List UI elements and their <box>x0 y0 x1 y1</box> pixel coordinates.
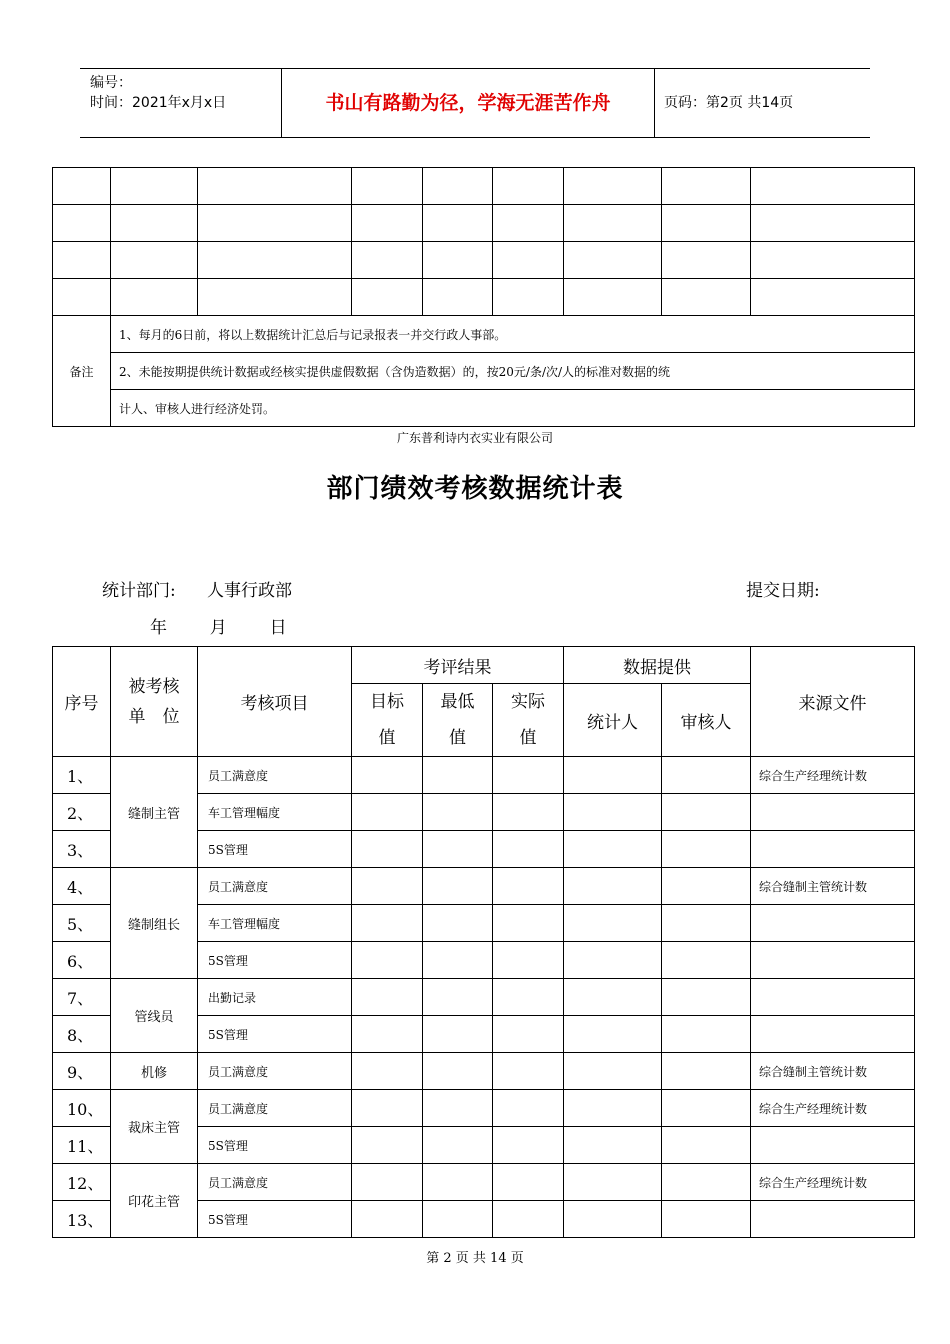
source-cell <box>751 831 915 868</box>
item-cell: 员工满意度 <box>198 1053 352 1090</box>
company-name: 广东普利诗内衣实业有限公司 <box>396 431 553 445</box>
unit-cell: 印花主管 <box>111 1164 198 1238</box>
note-line-2: 2、未能按期提供统计数据或经核实提供虚假数据（含伪造数据）的，按20元/条/次/人的标准对数据的统 <box>111 353 915 390</box>
header-meta <box>90 73 280 113</box>
value-cell <box>662 942 751 979</box>
seq-cell: 4、 <box>53 868 111 905</box>
value-cell <box>564 794 662 831</box>
value-cell <box>423 831 493 868</box>
value-cell <box>493 794 564 831</box>
value-cell <box>564 1201 662 1238</box>
value-cell <box>493 831 564 868</box>
table-row <box>53 979 915 1016</box>
dept-value: 人事行政部 <box>207 581 292 601</box>
value-cell <box>352 942 423 979</box>
unit-header <box>111 647 198 757</box>
source-cell <box>751 1016 915 1053</box>
item-cell: 5S管理 <box>198 942 352 979</box>
value-cell <box>423 868 493 905</box>
note-row <box>53 390 915 427</box>
header-divider <box>281 69 282 137</box>
value-cell <box>662 979 751 1016</box>
value-cell <box>662 757 751 794</box>
table-row <box>53 1090 915 1127</box>
page-title: 部门绩效考核数据统计表 <box>326 474 624 504</box>
value-cell <box>352 1164 423 1201</box>
value-cell <box>423 1164 493 1201</box>
value-cell <box>423 794 493 831</box>
item-cell: 车工管理幅度 <box>198 905 352 942</box>
table-row <box>53 242 915 279</box>
source-cell <box>751 1201 915 1238</box>
item-cell: 5S管理 <box>198 1127 352 1164</box>
source-cell <box>751 794 915 831</box>
value-cell <box>423 1090 493 1127</box>
value-cell <box>493 868 564 905</box>
item-cell: 出勤记录 <box>198 979 352 1016</box>
value-cell <box>423 979 493 1016</box>
source-cell <box>751 979 915 1016</box>
note-line-3: 计人、审核人进行经济处罚。 <box>111 390 915 427</box>
value-cell <box>352 1053 423 1090</box>
value-cell <box>662 1164 751 1201</box>
table-body <box>53 757 915 1238</box>
value-cell <box>423 942 493 979</box>
value-cell <box>564 1053 662 1090</box>
item-cell: 5S管理 <box>198 1016 352 1053</box>
value-cell <box>662 1127 751 1164</box>
item-header: 考核项目 <box>198 647 352 757</box>
value-cell <box>352 868 423 905</box>
min-header-line1: 最低 <box>440 692 475 712</box>
item-cell: 员工满意度 <box>198 757 352 794</box>
value-cell <box>493 1201 564 1238</box>
note-label: 备注 <box>53 316 111 427</box>
table-row <box>53 757 915 794</box>
item-cell: 员工满意度 <box>198 1090 352 1127</box>
stat-header: 统计人 <box>564 684 662 757</box>
note-row <box>53 353 915 390</box>
actual-header-line1: 实际 <box>511 692 545 712</box>
item-cell: 员工满意度 <box>198 1164 352 1201</box>
seq-cell: 8、 <box>53 1016 111 1053</box>
note-line-1: 1、每月的6日前，将以上数据统计汇总后与记录报表一并交行政人事部。 <box>111 316 915 353</box>
value-cell <box>493 905 564 942</box>
value-cell <box>352 1016 423 1053</box>
unit-cell: 缝制主管 <box>111 757 198 868</box>
item-cell: 员工满意度 <box>198 868 352 905</box>
min-header <box>423 684 493 757</box>
value-cell <box>564 1016 662 1053</box>
value-cell <box>564 1090 662 1127</box>
value-cell <box>564 1164 662 1201</box>
table-row <box>53 168 915 205</box>
value-cell <box>564 979 662 1016</box>
note-row <box>53 316 915 353</box>
item-cell: 5S管理 <box>198 831 352 868</box>
value-cell <box>662 794 751 831</box>
submit-date-label: 提交日期: <box>746 581 820 601</box>
seq-header: 序号 <box>53 647 111 757</box>
seq-cell: 11、 <box>53 1127 111 1164</box>
continued-table <box>52 167 915 427</box>
value-cell <box>662 831 751 868</box>
value-cell <box>352 1201 423 1238</box>
source-cell: 综合生产经理统计数 <box>751 1090 915 1127</box>
value-cell <box>662 1201 751 1238</box>
target-header <box>352 684 423 757</box>
value-cell <box>493 1016 564 1053</box>
header-divider <box>654 69 655 137</box>
seq-cell: 5、 <box>53 905 111 942</box>
header-row <box>53 647 915 684</box>
date-line: 年 月 日 <box>150 618 287 638</box>
seq-cell: 12、 <box>53 1164 111 1201</box>
page-footer: 第 2 页 共 14 页 <box>426 1251 524 1266</box>
source-cell <box>751 942 915 979</box>
seq-cell: 9、 <box>53 1053 111 1090</box>
min-header-line2: 值 <box>449 728 466 748</box>
value-cell <box>662 905 751 942</box>
number-label: 编号： <box>90 75 132 91</box>
seq-cell: 1、 <box>53 757 111 794</box>
seq-cell: 13、 <box>53 1201 111 1238</box>
value-cell <box>564 868 662 905</box>
value-cell <box>493 942 564 979</box>
value-cell <box>662 1016 751 1053</box>
value-cell <box>423 1127 493 1164</box>
value-cell <box>352 1090 423 1127</box>
header-motto: 书山有路勤为径，学海无涯苦作舟 <box>325 92 611 114</box>
table-row <box>53 279 915 316</box>
page-header <box>80 68 870 138</box>
seq-cell: 7、 <box>53 979 111 1016</box>
value-cell <box>423 1053 493 1090</box>
value-cell <box>423 757 493 794</box>
value-cell <box>564 1127 662 1164</box>
dept-label: 统计部门: <box>102 581 176 601</box>
review-header: 审核人 <box>662 684 751 757</box>
source-cell: 综合生产经理统计数 <box>751 757 915 794</box>
value-cell <box>423 1016 493 1053</box>
value-cell <box>423 1201 493 1238</box>
source-cell <box>751 1127 915 1164</box>
value-cell <box>662 1090 751 1127</box>
source-cell: 综合缝制主管统计数 <box>751 868 915 905</box>
data-header: 数据提供 <box>564 647 751 684</box>
unit-header-line2: 单 位 <box>128 706 180 727</box>
source-cell: 综合缝制主管统计数 <box>751 1053 915 1090</box>
seq-cell: 10、 <box>53 1090 111 1127</box>
target-header-line1: 目标 <box>370 692 404 712</box>
seq-cell: 3、 <box>53 831 111 868</box>
unit-cell: 管线员 <box>111 979 198 1053</box>
source-cell <box>751 905 915 942</box>
value-cell <box>564 905 662 942</box>
item-cell: 5S管理 <box>198 1201 352 1238</box>
target-header-line2: 值 <box>378 728 396 748</box>
table-row <box>53 1164 915 1201</box>
value-cell <box>662 1053 751 1090</box>
value-cell <box>564 757 662 794</box>
value-cell <box>493 1053 564 1090</box>
seq-cell: 6、 <box>53 942 111 979</box>
value-cell <box>352 979 423 1016</box>
table-row <box>53 205 915 242</box>
unit-cell: 裁床主管 <box>111 1090 198 1164</box>
value-cell <box>352 905 423 942</box>
item-cell: 车工管理幅度 <box>198 794 352 831</box>
value-cell <box>662 868 751 905</box>
value-cell <box>564 942 662 979</box>
header-page-info: 页码：第2页 共14页 <box>664 95 794 111</box>
eval-header: 考评结果 <box>352 647 564 684</box>
value-cell <box>352 1127 423 1164</box>
table-row <box>53 1053 915 1090</box>
value-cell <box>493 1090 564 1127</box>
value-cell <box>493 979 564 1016</box>
unit-cell: 机修 <box>111 1053 198 1090</box>
value-cell <box>352 757 423 794</box>
seq-cell: 2、 <box>53 794 111 831</box>
date-label: 时间：2021年x月x日 <box>90 95 227 111</box>
value-cell <box>352 831 423 868</box>
table-row <box>53 868 915 905</box>
unit-header-line1: 被考核 <box>128 676 180 697</box>
actual-header-line2: 值 <box>519 728 537 748</box>
performance-table <box>52 646 915 1238</box>
source-header: 来源文件 <box>751 647 915 757</box>
actual-header <box>493 684 564 757</box>
value-cell <box>352 794 423 831</box>
value-cell <box>493 1127 564 1164</box>
source-cell: 综合生产经理统计数 <box>751 1164 915 1201</box>
value-cell <box>493 757 564 794</box>
value-cell <box>564 831 662 868</box>
unit-cell: 缝制组长 <box>111 868 198 979</box>
value-cell <box>493 1164 564 1201</box>
value-cell <box>423 905 493 942</box>
